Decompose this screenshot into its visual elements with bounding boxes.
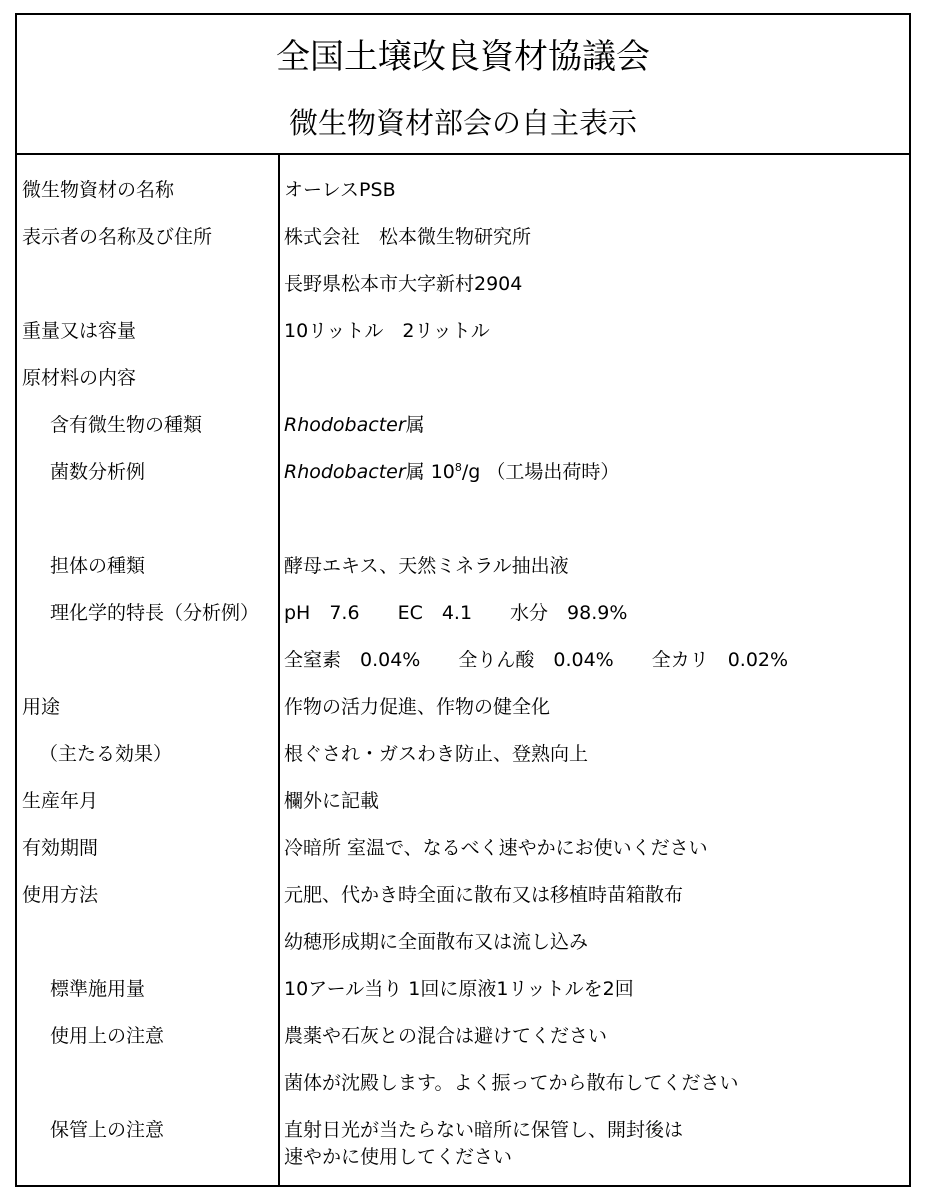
row-value: 直射日光が当たらない暗所に保管し、開封後は (284, 1119, 684, 1141)
row-value (284, 402, 425, 449)
row-value: 根ぐされ・ガスわき防止、登熟向上 (284, 743, 589, 765)
page-title: 全国土壌改良資材協議会 (276, 37, 650, 77)
value-suffix: 属 (405, 414, 425, 436)
page-subtitle: 微生物資材部会の自主表示 (288, 106, 637, 140)
row-value: 欄外に記載 (284, 790, 380, 812)
row-standard (17, 966, 909, 1013)
row-physchem (17, 590, 909, 637)
value-mid: 属 10 (405, 461, 455, 483)
row-production (17, 778, 909, 825)
row-value: 10リットル 2リットル (284, 320, 490, 342)
row-label: 使用上の注意 (50, 1025, 165, 1047)
row-name (17, 167, 909, 214)
row-value: 冷暗所 室温で、なるべく速やかにお使いください (284, 837, 708, 859)
row-label: 用途 (22, 696, 61, 718)
row-usage (17, 684, 909, 731)
row-method (17, 872, 909, 919)
row-label: 含有微生物の種類 (50, 414, 203, 436)
row-label: 菌数分析例 (50, 461, 146, 483)
row-caution (17, 1013, 909, 1060)
row-materials (17, 355, 909, 402)
row-label: 標準施用量 (50, 978, 146, 1000)
row-physchem2 (17, 637, 909, 684)
row-label: 担体の種類 (50, 555, 146, 577)
row-label: 原材料の内容 (22, 367, 137, 389)
row-value (284, 449, 619, 496)
row-value: オーレスPSB (284, 179, 396, 201)
row-value: 作物の活力促進、作物の健全化 (284, 696, 551, 718)
row-microbe-type (17, 402, 909, 449)
value-suffix: /g （工場出荷時） (461, 461, 620, 483)
row-label: 微生物資材の名称 (22, 179, 175, 201)
header (17, 15, 909, 155)
row-issuer (17, 214, 909, 261)
row-validity (17, 825, 909, 872)
row-value: 酵母エキス、天然ミネラル抽出液 (284, 555, 569, 577)
row-label: 重量又は容量 (22, 320, 137, 342)
row-main-effect (17, 731, 909, 778)
exponent: 8 (454, 461, 462, 474)
row-value: 10アール当り 1回に原液1リットルを2回 (284, 978, 634, 1000)
row-label: 理化学的特長（分析例） (50, 602, 260, 624)
row-value: 長野県松本市大字新村2904 (284, 273, 523, 295)
row-carrier (17, 543, 909, 590)
row-caution2 (17, 1060, 909, 1107)
row-value: 農薬や石灰との混合は避けてください (284, 1025, 608, 1047)
scientific-name: Rhodobacter (284, 461, 406, 483)
row-label: 生産年月 (22, 790, 99, 812)
row-value: 幼穂形成期に全面散布又は流し込み (284, 931, 589, 953)
row-count-example (17, 449, 909, 496)
row-label: 保管上の注意 (50, 1119, 165, 1141)
row-label: 有効期間 (22, 837, 99, 859)
row-label: 使用方法 (22, 884, 99, 906)
row-value: 株式会社 松本微生物研究所 (284, 226, 532, 248)
label-frame (15, 13, 911, 1187)
row-storage2 (17, 1139, 909, 1175)
row-value: 菌体が沈殿します。よく振ってから散布してください (284, 1072, 739, 1094)
row-label: （主たる効果） (39, 743, 173, 765)
row-value: pH 7.6 EC 4.1 水分 98.9% (284, 602, 628, 624)
row-value: 元肥、代かき時全面に散布又は移植時苗箱散布 (284, 884, 684, 906)
row-weight (17, 308, 909, 355)
row-method2 (17, 919, 909, 966)
row-label: 表示者の名称及び住所 (22, 226, 213, 248)
row-value: 全窒素 0.04% 全りん酸 0.04% 全カリ 0.02% (284, 649, 789, 671)
scientific-name: Rhodobacter (284, 414, 406, 436)
row-address (17, 261, 909, 308)
row-value: 速やかに使用してください (284, 1146, 513, 1168)
